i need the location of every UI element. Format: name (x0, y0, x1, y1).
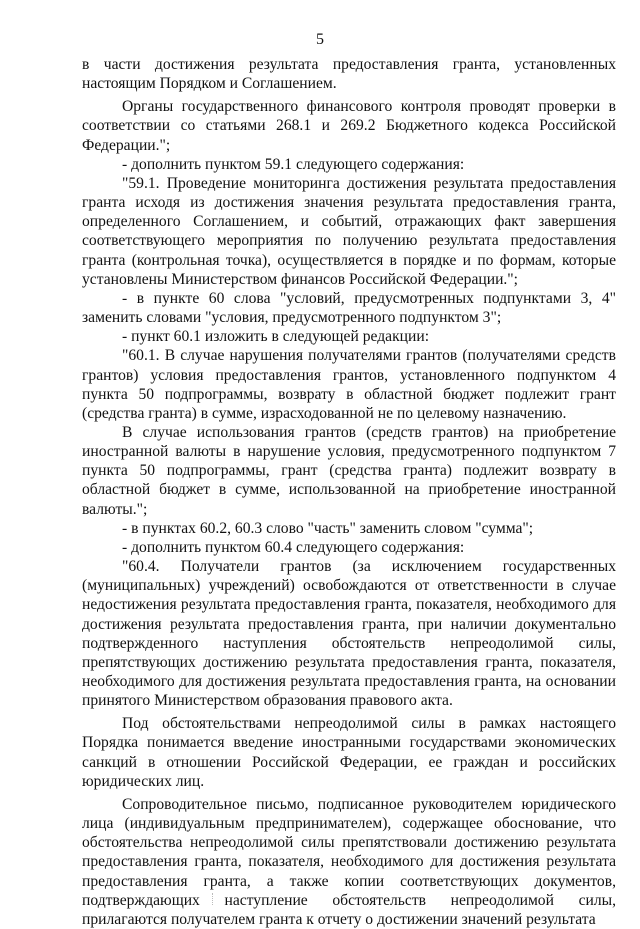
paragraph-state-control: Органы государственного финансового контроля проводят проверки в соответствии со статьями 268.1 и 269.2 Бюджетного кодекса Российской Федерации."; (82, 98, 616, 154)
page-number: 5 (316, 31, 324, 48)
paragraph-point-60-1-intro: - пункт 60.1 изложить в следующей редакции: (122, 328, 430, 346)
scan-mark (212, 893, 214, 905)
paragraph-foreign-currency: В случае использования грантов (средств грантов) на приобретение иностранной валюты в нарушение условия, предусмотренного подпунктом 7 пункта 50 подпрограммы, грант (средства гранта) подлежит возврату в областной бюджет в сумме, использованной на приобретение иностранной валюты."; (82, 423, 616, 518)
paragraph-60-4: "60.4. Получатели грантов (за исключением государственных (муниципальных) учреждений) освобождаются от ответственности в случае недостижения результата предоставления гранта, показателя, необходимого для достижения результата предоставления гранта, при наличии документально подтвержденного наступления обстоятельств непреодолимой силы, препятствующих достижению результата предоставления гранта, показателя, необходимого для достижения результата предоставления гранта, на основании принятого Министерством образования правового акта. (82, 558, 616, 710)
paragraph-point-60: - в пункте 60 слова "условий, предусмотренных подпунктами 3, 4" заменить словами "условия, предусмотренного подпунктом 3"; (82, 289, 616, 327)
paragraph-add-59-1: - дополнить пунктом 59.1 следующего содержания: (122, 155, 465, 173)
paragraph-continuation: в части достижения результата предоставления гранта, установленных настоящим Порядком и Соглашением. (82, 56, 616, 93)
paragraph-force-majeure: Под обстоятельствами непреодолимой силы в рамках настоящего Порядка понимается введение иностранными государствами экономических санкций в отношении Российской Федерации, ее граждан и российских юридических лиц. (82, 715, 616, 790)
paragraph-60-1: "60.1. В случае нарушения получателями грантов (получателями средств грантов) условия предоставления грантов, установленного подпунктом 4 пункта 50 подпрограммы, возврату в областной бюджет подлежит грант (средства гранта) в сумме, израсходованной не по целевому назначению. (82, 347, 616, 422)
paragraph-add-60-4: - дополнить пунктом 60.4 следующего содержания: (122, 538, 465, 556)
paragraph-cover-letter: Сопроводительное письмо, подписанное руководителем юридического лица (индивидуальным предпринимателем), содержащее обоснование, что обстоятельства непреодолимой силы препятствовали достижению результата предоставления гранта, показателя, необходимого для достижения результата предоставления гранта, а также копии соответствующих документов, подтверждающих наступление обстоятельств непреодолимой силы, прилагаются получателем гранта к отчету о достижении значений результата (82, 795, 616, 928)
paragraph-points-60-2-60-3: - в пунктах 60.2, 60.3 слово "часть" заменить словом "сумма"; (122, 519, 534, 537)
paragraph-59-1: "59.1. Проведение мониторинга достижения результата предоставления гранта исходя из достижения значения результата предоставления гранта, определенного Соглашением, и событий, отражающих факт завершения соответствующего мероприятия по получению результата предоставления гранта (контрольная точка), осуществляется в порядке и по формам, которые установлены Министерством финансов Российской Федерации."; (82, 174, 616, 288)
document-body (82, 55, 616, 929)
